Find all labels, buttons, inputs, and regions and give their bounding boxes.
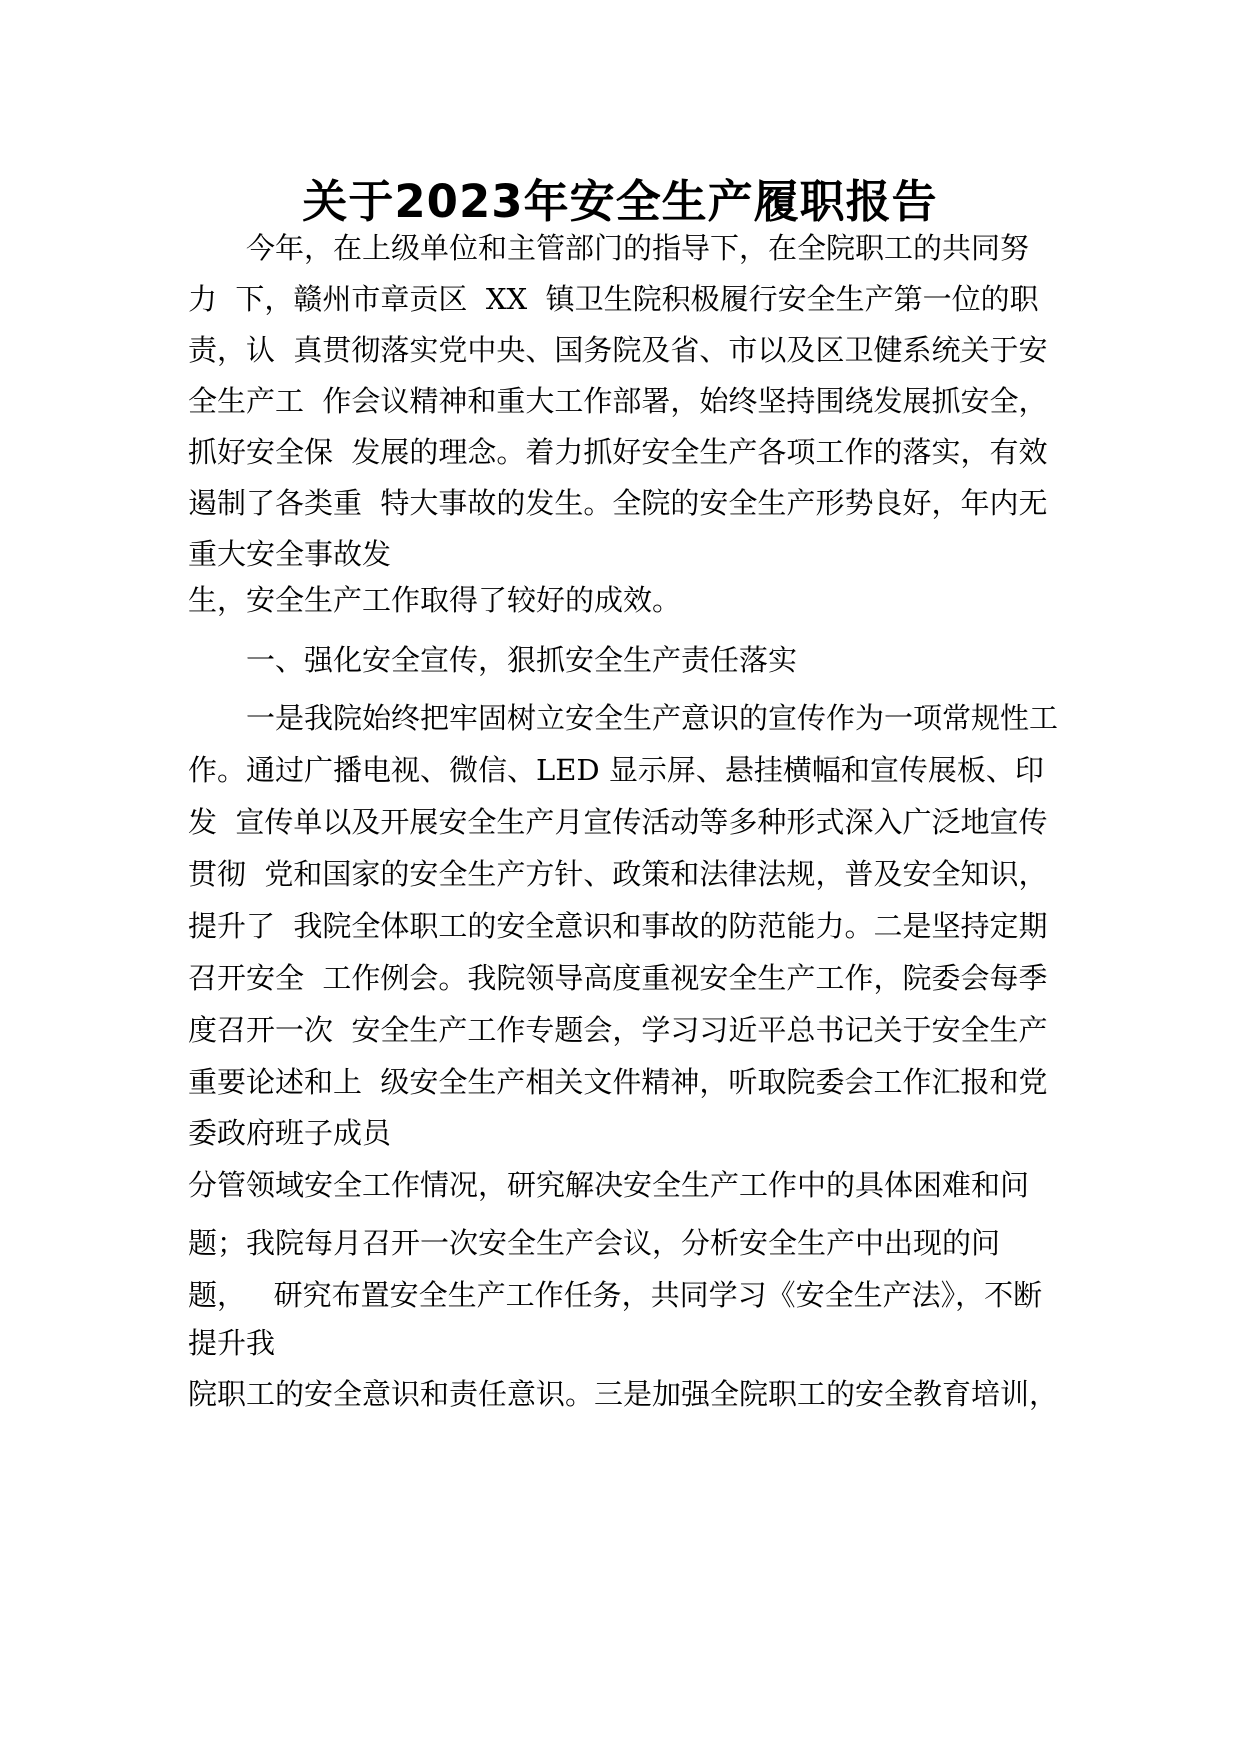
body-line: 抓好安全保 发展的理念。着力抓好安全生产各项工作的落实，有效	[188, 435, 1048, 469]
body-line: 院职工的安全意识和责任意识。三是加强全院职工的安全教育培训，	[188, 1377, 1059, 1411]
body-line: 全生产工 作会议精神和重大工作部署，始终坚持围绕发展抓安全，	[188, 384, 1048, 418]
body-line: 生，安全生产工作取得了较好的成效。	[188, 583, 682, 617]
body-line: 分管领域安全工作情况，研究解决安全生产工作中的具体困难和问	[188, 1168, 1030, 1202]
body-line: 责，认 真贯彻落实党中央、国务院及省、市以及区卫健系统关于安	[188, 333, 1048, 367]
body-line: 度召开一次 安全生产工作专题会，学习习近平总书记关于安全生产	[188, 1013, 1048, 1047]
section-heading: 一、强化安全宣传，狠抓安全生产责任落实	[246, 643, 798, 677]
body-line: 召开安全 工作例会。我院领导高度重视安全生产工作，院委会每季	[188, 961, 1048, 995]
body-line: 题， 研究布置安全生产工作任务，共同学习《安全生产法》，不断	[188, 1278, 1043, 1312]
body-line: 重要论述和上 级安全生产相关文件精神，听取院委会工作汇报和党	[188, 1065, 1048, 1099]
body-line: 一是我院始终把牢固树立安全生产意识的宣传作为一项常规性工	[246, 701, 1059, 735]
body-line: 今年，在上级单位和主管部门的指导下，在全院职工的共同努	[246, 231, 1030, 265]
body-line: 贯彻 党和国家的安全生产方针、政策和法律法规，普及安全知识，	[188, 857, 1048, 891]
body-line: 遏制了各类重 特大事故的发生。全院的安全生产形势良好，年内无	[188, 486, 1048, 520]
body-line: 委政府班子成员	[188, 1116, 392, 1150]
body-line: 发 宣传单以及开展安全生产月宣传活动等多种形式深入广泛地宣传	[188, 805, 1048, 839]
body-line: 题；我院每月召开一次安全生产会议，分析安全生产中出现的问	[188, 1226, 1001, 1260]
body-line: 提升了 我院全体职工的安全意识和事故的防范能力。二是坚持定期	[188, 909, 1048, 943]
body-line: 提升我	[188, 1326, 276, 1360]
body-line: 重大安全事故发	[188, 537, 392, 571]
body-line: 作。通过广播电视、微信、LED 显示屏、悬挂横幅和宣传展板、印	[188, 753, 1044, 787]
document-title: 关于2023年安全生产履职报告	[302, 175, 938, 228]
body-line: 力 下，赣州市章贡区 XX 镇卫生院积极履行安全生产第一位的职	[188, 282, 1039, 316]
